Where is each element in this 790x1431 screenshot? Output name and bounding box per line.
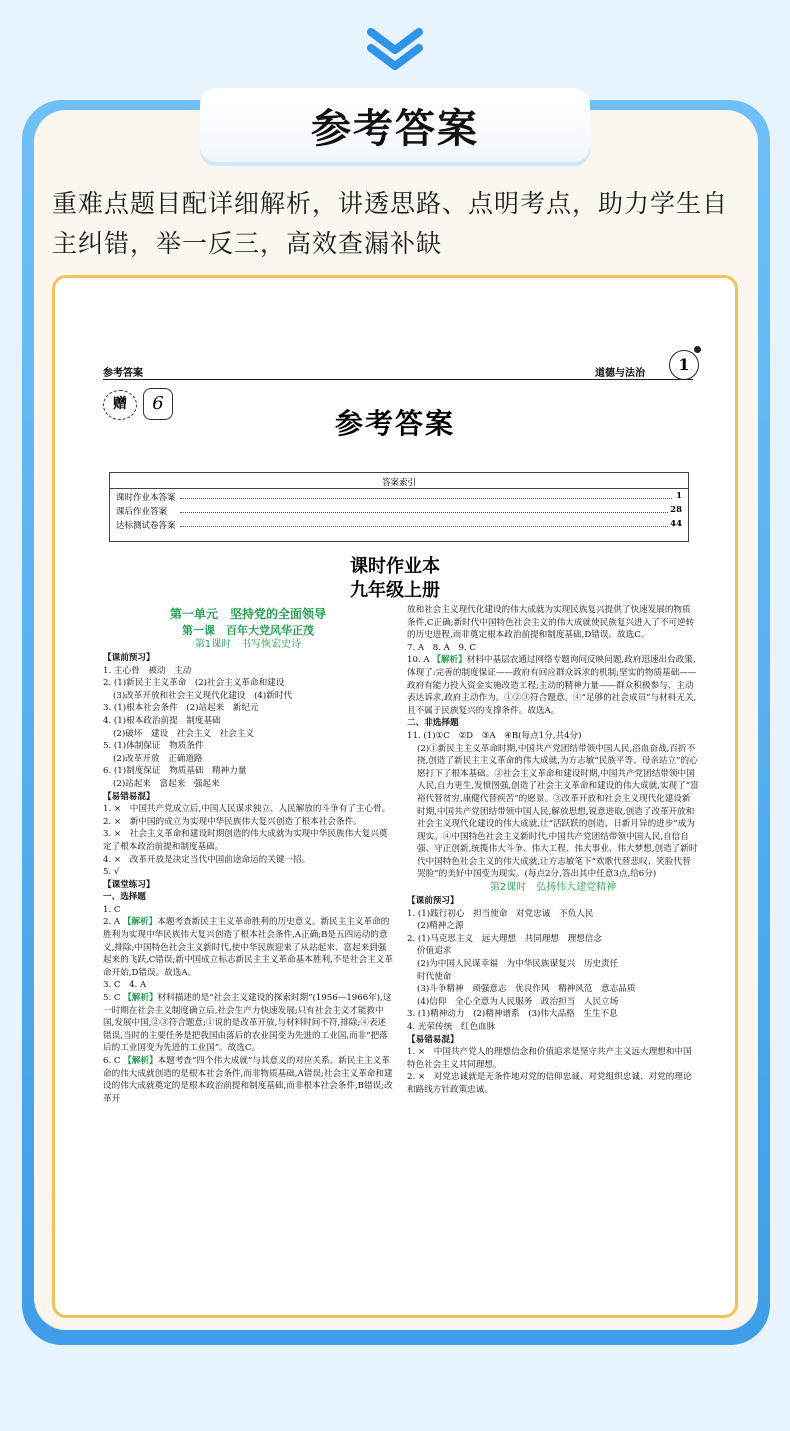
answer-line: (2)为中国人民谋幸福 为中华民族谋复兴 历史责任 (417, 959, 619, 970)
section-heading: 【易错易混】 (103, 791, 155, 802)
answer-line: (2)破坏 建设 社会主义 社会主义 (113, 728, 255, 739)
answer-line: 5. (1)体制保证 物质条件 (103, 741, 204, 752)
six-badge: 6 (143, 388, 173, 420)
document-page (57, 280, 733, 1313)
answer-line: 时代使命 (417, 971, 452, 982)
index-heading: 答案索引 (110, 473, 688, 489)
index-row: 课时作业本答案 1 (110, 489, 688, 503)
answer-line: 11. (1)①C ②D ③A ④B(每点1分,共4分) (407, 730, 582, 741)
answer-line: 2. × 新中国的成立为实现中华民族伟大复兴创造了根本社会条件。 (103, 816, 362, 827)
answer-line: 7. A 8. A 9. C (407, 642, 476, 653)
right-column (407, 604, 699, 1097)
answer-line: 1. 主心骨 被动 主动 (103, 665, 192, 676)
section-heading: 一、选择题 (103, 892, 146, 903)
document-title: 参考答案 (334, 407, 455, 440)
answer-line: 3. C 4. A (103, 980, 147, 991)
analysis-tag: 【解析】 (432, 655, 467, 666)
answer-line: 1. (1)践行初心 担当使命 对党忠诚 不负人民 (407, 908, 594, 919)
period-heading: 第2课时 弘扬伟大建党精神 (489, 882, 617, 894)
answer-paragraph: 放和社会主义现代化建设的伟大成就为实现民族复兴提供了快速发展的物质条件,C正确;新时代中国特色社会主义的伟大成就使民族复兴进入了不可逆转的历史进程,而非奠定根本政治前提和制度基础,D错误。故选C。 (407, 605, 695, 641)
unit-heading: 第一单元 坚持党的全面领导 (169, 607, 326, 621)
header-right: 道德与法治 (595, 368, 645, 379)
grade-title: 九年级上册 (350, 580, 440, 601)
answer-paragraph: 10. A 【解析】材料中基层农通过网络专题询问反映问题,政府迅速出台政策,体现了:完善的制度保证——政府有回应群众诉求的机制;坚实的物质基础——政府有能力投入资金实施改造工程;主动的精神力量——群众积极参与、主动表达诉求,政府主动作为。①②③符合题意。④“足够的社会成员”与材料无关,且不属于民族复兴的支撑条件。故选A。 (407, 655, 697, 716)
answer-line: 4. × 改革开放是决定当代中国前途命运的关键一招。 (103, 854, 311, 865)
index-row: 课后作业答案 28 (110, 503, 688, 517)
answer-line: 2. (1)新民主主义革命 (2)社会主义革命和建设 (103, 678, 285, 689)
answer-line: 3. (1)精神动力 (2)精神谱系 (3)伟大品格 生生不息 (407, 1009, 618, 1020)
analysis-tag: 【解析】 (122, 917, 158, 928)
answer-line: 2. × 对党忠诚就是无条件地对党的信仰忠诚、对党组织忠诚、对党的理论和路线方针政策忠诚。 (407, 1072, 692, 1095)
banner-title-tab (200, 88, 590, 162)
page-number: 1 (669, 350, 699, 380)
banner-title: 参考答案 (311, 105, 479, 152)
chevron-down-icon (365, 28, 425, 70)
answer-line: 1. × 中国共产党成立后,中国人民谋求独立、人民解放的斗争有了主心骨。 (103, 804, 391, 815)
answer-line: 1. C (103, 904, 121, 915)
answer-paragraph: 2. A 【解析】本题考查新民主主义革命胜利的历史意义。新民主主义革命的胜利为实现中华民族伟大复兴创造了根本社会条件,A正确;B是五四运动的意义,排除;中国特色社会主义新时代,使中华民族迎来了从站起来、富起来到强起来的飞跃,C错误;新中国成立标志新民主主义革命基本胜利,不是社会主义革命开始,D错误。故选A。 (103, 917, 393, 978)
analysis-tag: 【解析】 (123, 993, 158, 1004)
answer-line: (2)站起来 富起来 强起来 (113, 778, 220, 789)
answer-line: 3. (1)根本社会条件 (2)站起来 新纪元 (103, 703, 259, 714)
answer-line: 1. × 中国共产党人的理想信念和价值追求是坚守共产主义远大理想和中国特色社会主义共同理想。 (407, 1047, 692, 1070)
answer-line: 2. (1)马克思主义 远大理想 共同理想 理想信念 (407, 933, 602, 944)
section-heading: 【易错易混】 (407, 1034, 459, 1045)
answer-paragraph: (2)①新民主主义革命时期,中国共产党团结带领中国人民,浴血奋战,百折不挠,创造了新民主主义革命的伟大成就,为方志敏“民族平等、母亲站立”的心愿打下了根本基础。②社会主义革命和建设时期,中国共产党团结带领中国人民,自力更生,发愤图强,创造了社会主义革命和建设的伟大成就,实现了“富裕代替贫穷,康健代替疾苦”的愿景。③改革开放和社会主义现代化建设新时期,中国共产党团结带领中国人民,解放思想,锐意进取,创造了改革开放和社会主义现代化建设的伟大成就,让“活跃跃的创造、日新月异的进步”成为现实。④中国特色社会主义新时代,中国共产党团结带领中国人民,自信自强、守正创新,统揽伟大斗争、伟大工程、伟大事业、伟大梦想,创造了新时代中国特色社会主义的伟大成就,让方志敏笔下“欢歌代替悲叹、笑脸代替哭脸”的美好中国变为现实。(每点2分,答出其中任意3点,给6分) (417, 743, 699, 880)
answer-paragraph: 6. C 【解析】本题考查“四个伟大成就”与其意义的对应关系。新民主主义革命的伟大成就创造的是根本社会条件,而非物质基础,A错误;社会主义革命和建设的伟大成就奠定的是根本政治前提和制度基础,而非根本社会条件,B错误;改革开 (103, 1056, 393, 1104)
section-heading: 【课前预习】 (103, 653, 155, 663)
page-number-dot (694, 346, 701, 353)
section-heading: 【课堂练习】 (103, 879, 155, 890)
page-header (103, 362, 693, 380)
answer-line: 4. (1)根本政治前提 制度基础 (103, 715, 221, 726)
banner-subtitle: 重难点题目配详细解析，讲透思路、点明考点，助力学生自主纠错，举一反三，高效查漏补缺 (52, 189, 729, 258)
answer-paragraph: 5. C 【解析】材料描述的是“社会主义建设的探索时期”(1956—1966年),这一时期在社会主义制度确立后,社会生产力快速发展;只有社会主义才能救中国,发展中国,②③符合题意;①说的是改革开放,与材料时间不符,排除;④表述错误,当时的主要任务是把我国由落后的农业国变为先进的工业国,而非“把落后的工业国变为先进的工业国”。故选C。 (103, 993, 392, 1054)
answer-line: 6. (1)制度保证 物质基础 精神力量 (103, 766, 247, 777)
gift-badge: 赠 (103, 390, 137, 420)
answer-line: (2)精神之源 (417, 921, 464, 932)
answer-line: (3)改革开放和社会主义现代化建设 (4)新时代 (113, 690, 293, 701)
answer-line: 5. √ (103, 867, 120, 878)
answer-line: 4. 光荣传统 红色血脉 (407, 1022, 496, 1032)
period-heading: 第1课时 书写恢宏史诗 (194, 639, 302, 650)
answer-index (109, 472, 689, 542)
index-row: 达标测试卷答案 44 (110, 517, 688, 531)
lesson-heading: 第一课 百年大党风华正茂 (182, 624, 314, 637)
answer-line: (2)改革开放 正确道路 (113, 753, 203, 764)
header-left: 参考答案 (103, 368, 143, 379)
answer-line: (3)斗争精神 顽强意志 优良作风 精神风范 意志品质 (417, 984, 636, 995)
analysis-tag: 【解析】 (123, 1056, 158, 1066)
left-column (103, 606, 393, 1105)
document-preview (52, 275, 738, 1318)
section-heading: 【课前预习】 (407, 896, 459, 907)
section-heading: 二、非选择题 (407, 718, 459, 729)
answer-line: 3. × 社会主义革命和建设时期创造的伟大成就为实现中华民族伟大复兴奠定了根本政治前提和制度基础。 (103, 829, 388, 852)
answer-line: (4)信仰 全心全意为人民服务 政治担当 人民立场 (417, 996, 619, 1007)
answer-line: 价值追求 (417, 946, 452, 957)
book-title: 课时作业本 (350, 556, 440, 577)
